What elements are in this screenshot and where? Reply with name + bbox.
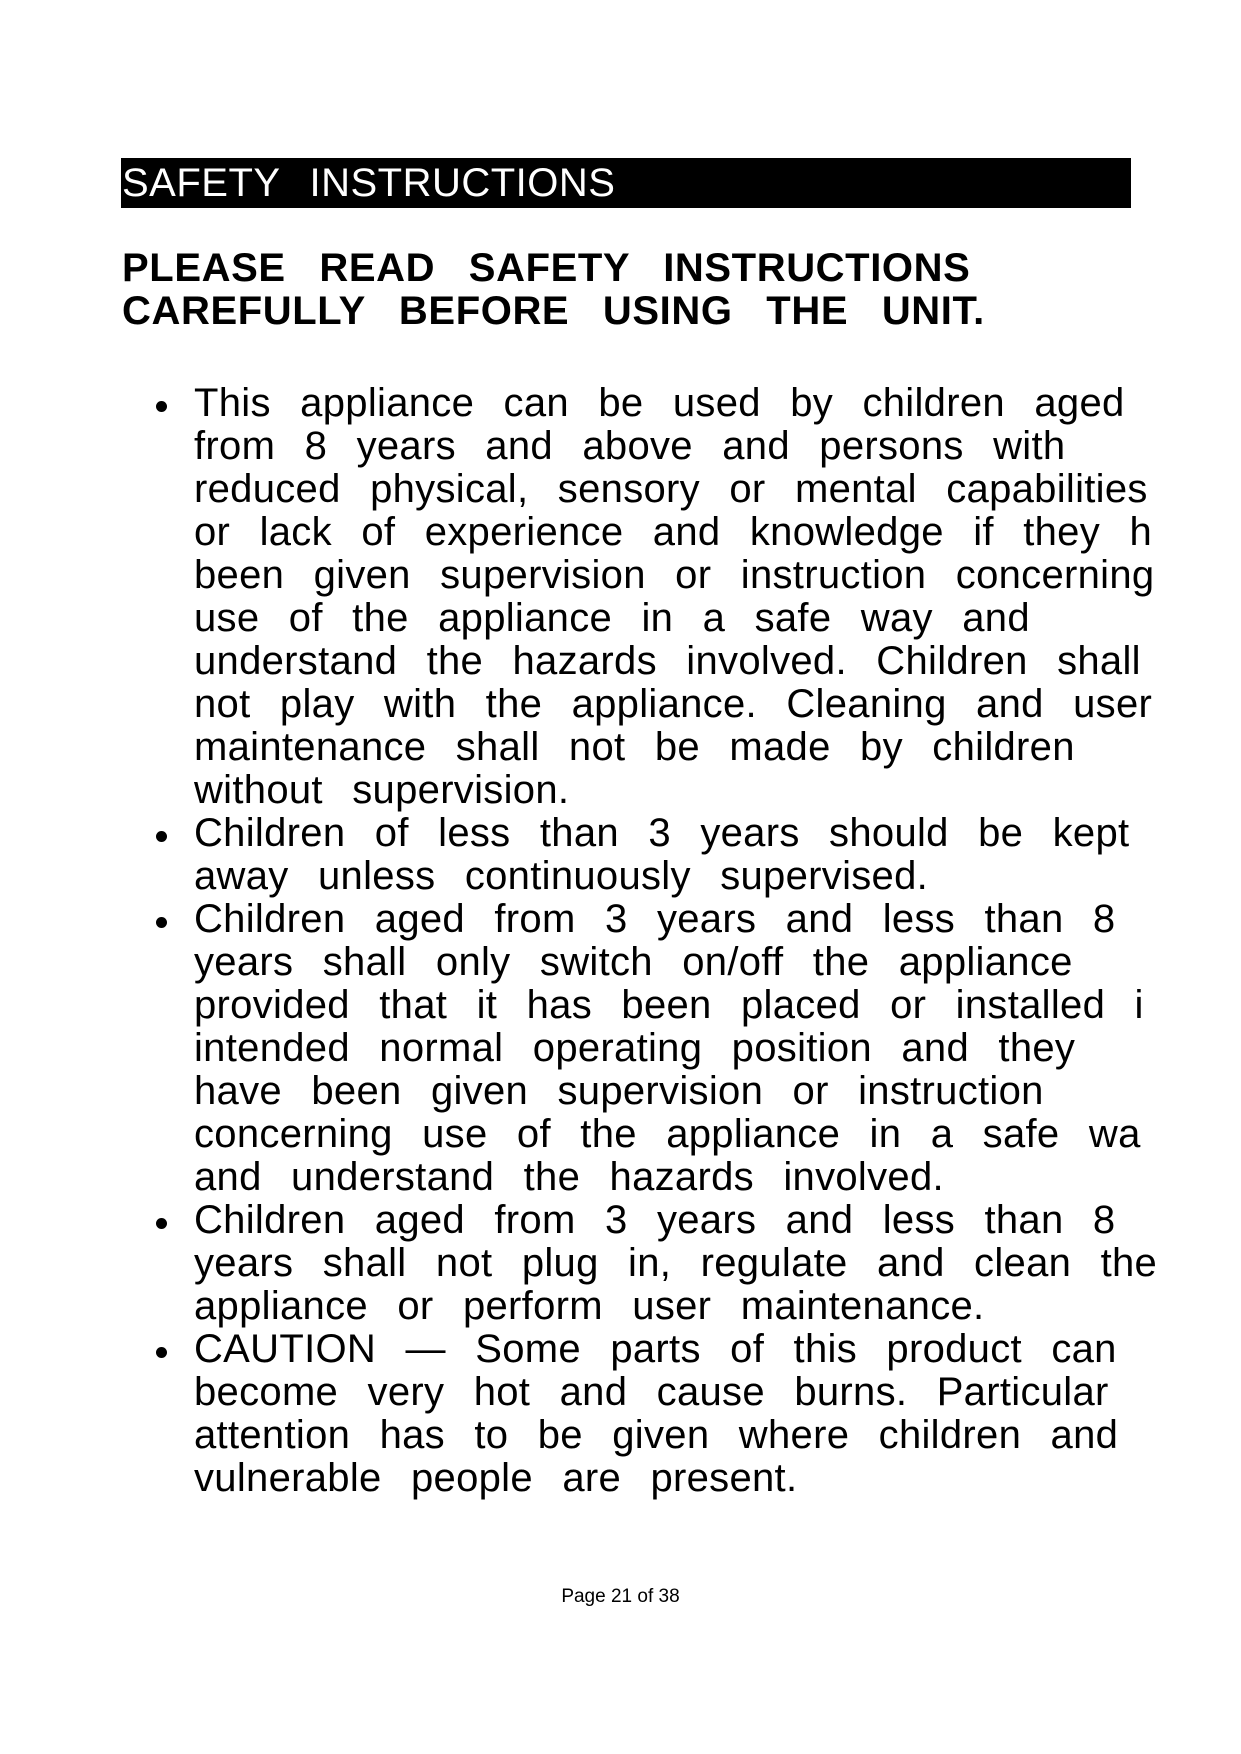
bullet-item (145, 898, 1241, 1199)
bullet-line: vulnerable people are present. (194, 1457, 798, 1500)
bullet-icon (156, 917, 167, 928)
bullet-line: understand the hazards involved. Children shall (194, 640, 1141, 683)
bullet-line: reduced physical, sensory or mental capabilities (194, 468, 1148, 511)
bullet-line: have been given supervision or instruction (194, 1070, 1044, 1113)
bullet-line: from 8 years and above and persons with (194, 425, 1066, 468)
bullet-line: not play with the appliance. Cleaning and user (194, 683, 1153, 726)
bullet-line: away unless continuously supervised. (194, 855, 929, 898)
bullet-line: use of the appliance in a safe way and (194, 597, 1030, 640)
bullet-item (145, 812, 1241, 898)
bullet-line: provided that it has been placed or installed i (194, 984, 1144, 1027)
bullet-item (145, 1199, 1241, 1328)
page-label: Page (561, 1586, 606, 1607)
bullet-line: and understand the hazards involved. (194, 1156, 944, 1199)
bullet-line: concerning use of the appliance in a safe wa (194, 1113, 1141, 1156)
bullet-line: maintenance shall not be made by children (194, 726, 1075, 769)
bullet-icon (156, 401, 167, 412)
bullet-line: attention has to be given where children and (194, 1414, 1119, 1457)
bullet-line: years shall only switch on/off the appliance (194, 941, 1073, 984)
bullet-line: Children of less than 3 years should be kept (194, 812, 1130, 855)
bullet-line: Children aged from 3 years and less than 8 (194, 898, 1116, 941)
section-title-bar (121, 158, 1131, 208)
bullet-icon (156, 831, 167, 842)
bullet-line: without supervision. (194, 769, 570, 812)
subheading-line: PLEASE READ SAFETY INSTRUCTIONS (122, 246, 971, 290)
of-label: of (637, 1586, 654, 1607)
page-number (0, 1586, 1241, 1608)
section-title: SAFETY INSTRUCTIONS (122, 161, 616, 205)
bullet-line: years shall not plug in, regulate and clean the (194, 1242, 1158, 1285)
bullet-item (145, 1328, 1241, 1500)
bullet-line: been given supervision or instruction concerning (194, 554, 1155, 597)
bullet-line: This appliance can be used by children aged (194, 382, 1125, 425)
bullet-line: become very hot and cause burns. Particular (194, 1371, 1109, 1414)
bullet-line: CAUTION — Some parts of this product can (194, 1328, 1117, 1371)
total-pages: 38 (658, 1586, 680, 1607)
safety-subheading (122, 247, 1122, 333)
bullet-line: Children aged from 3 years and less than 8 (194, 1199, 1116, 1242)
subheading-line: CAREFULLY BEFORE USING THE UNIT. (122, 289, 985, 333)
bullet-line: appliance or perform user maintenance. (194, 1285, 985, 1328)
current-page: 21 (610, 1586, 633, 1607)
bullet-icon (156, 1218, 167, 1229)
safety-bullet-list (145, 382, 1241, 1500)
bullet-icon (156, 1347, 167, 1358)
bullet-item (145, 382, 1241, 812)
bullet-line: or lack of experience and knowledge if they h (194, 511, 1152, 554)
bullet-line: intended normal operating position and they (194, 1027, 1076, 1070)
